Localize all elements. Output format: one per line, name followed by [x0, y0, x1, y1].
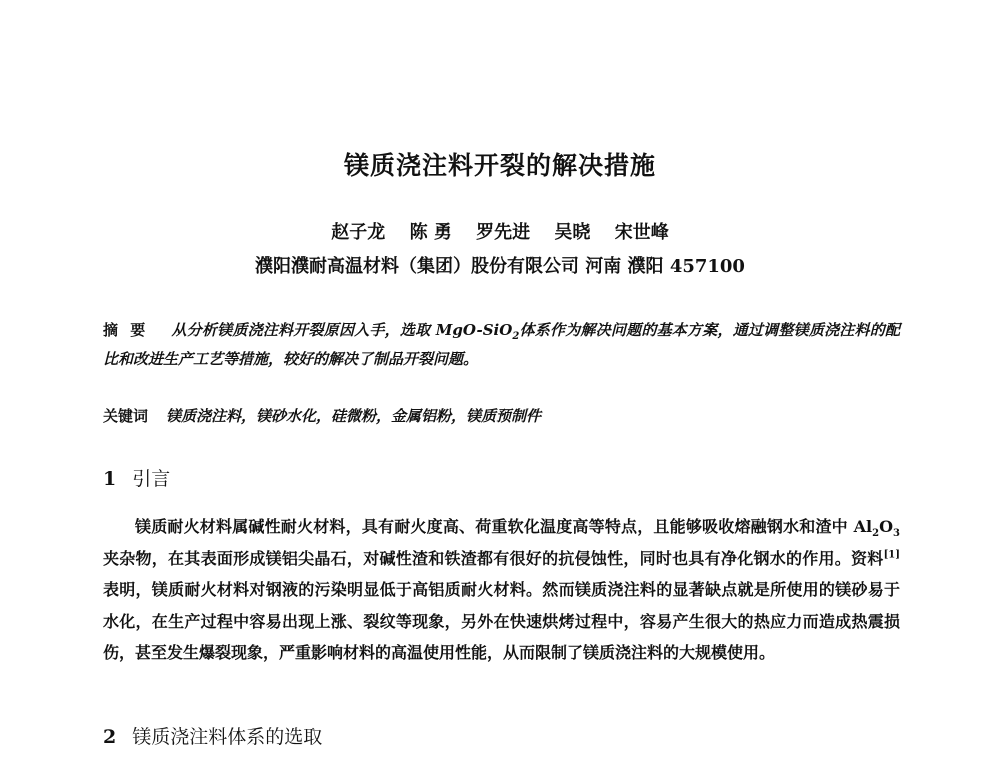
author: 罗先进: [476, 222, 531, 243]
keywords-text: 镁质浇注料，镁砂水化，硅微粉，金属铝粉，镁质预制件: [166, 407, 542, 425]
abstract-subscript: 2: [512, 331, 520, 342]
affiliation: 濮阳濮耐高温材料（集团）股份有限公司 河南 濮阳 457100: [255, 256, 745, 277]
paragraph-text: 夹杂物，在其表面形成镁铝尖晶石，对碱性渣和铁渣都有很好的抗侵蚀性，同时也具有净化钢水的作用。资料: [103, 548, 884, 568]
section-heading: [103, 464, 170, 491]
section-heading: [103, 722, 322, 749]
subscript: 3: [893, 528, 900, 540]
introduction-paragraph: [103, 511, 900, 669]
paper-title: 镁质浇注料开裂的解决措施: [343, 151, 656, 180]
abstract: [103, 316, 900, 374]
section-title: 镁质浇注料体系的选取: [132, 726, 323, 748]
author: 宋世峰: [614, 222, 669, 243]
paragraph-text: 镁质耐火材料属碱性耐火材料，具有耐火度高、荷重软化温度高等特点，且能够吸收熔融钢水和渣中 Al: [135, 517, 873, 536]
author: 陈 勇: [409, 222, 452, 243]
subscript: 2: [872, 528, 880, 540]
paragraph-text: 表明，镁质耐火材料对钢液的污染明显低于高铝质耐火材料。然而镁质浇注料的显著缺点就是所使用的镁砂易于水化，在生产过程中容易出现上涨、裂纹等现象，另外在快速烘烤过程中，容易产生很大的热应力而造成热震损伤，甚至发生爆裂现象，严重影响材料的高温使用性能，从而限制了镁质浇注料的大规模使用。: [103, 580, 900, 662]
citation-ref: [1]: [883, 549, 900, 561]
author: 赵子龙: [331, 222, 386, 243]
abstract-text: 从分析镁质浇注料开裂原因入手，选取 MgO-SiO: [171, 321, 513, 339]
section-number: 2: [103, 726, 117, 748]
section-number: 1: [103, 468, 117, 490]
author-list: [0, 218, 1000, 244]
section-title: 引言: [132, 468, 171, 490]
paragraph-text: O: [879, 517, 894, 536]
abstract-label: 摘要: [103, 321, 158, 339]
author: 吴晓: [554, 222, 591, 243]
keywords-label: 关键词: [103, 407, 149, 425]
keywords: [103, 405, 900, 426]
abstract-text: 体系作为解决问题的基本方案，通过调整镁质浇注料的配比和改进生产工艺等措施，较好的解决了制品开裂问题。: [103, 321, 900, 368]
